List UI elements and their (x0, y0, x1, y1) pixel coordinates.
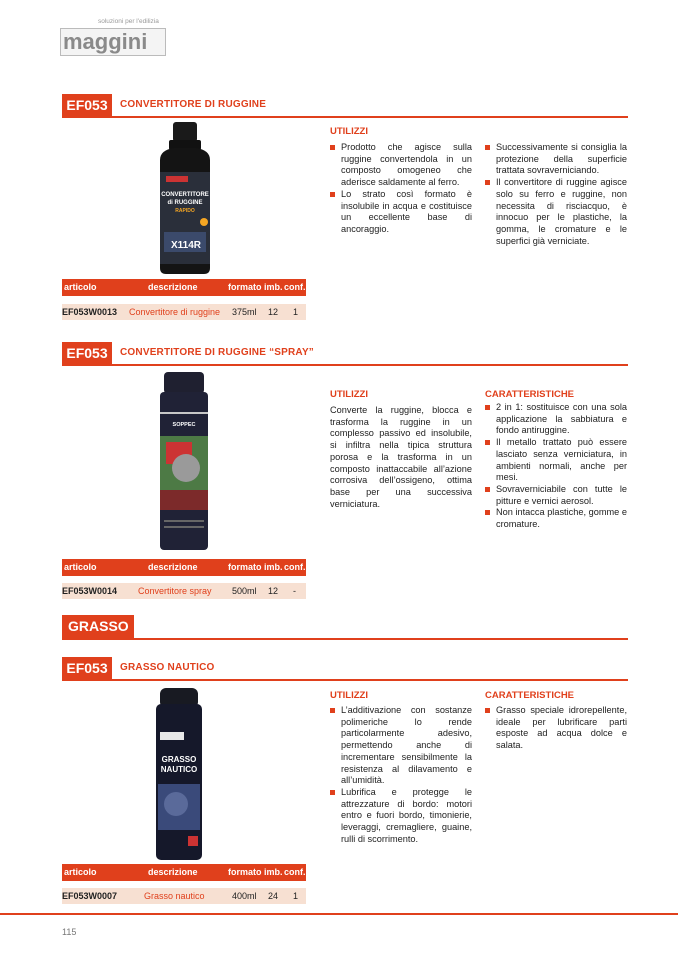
maggini-logo (60, 20, 168, 58)
svg-text:X114R: X114R (170, 240, 202, 251)
cell-conf: - (293, 586, 296, 596)
col-header-articolo: articolo (64, 282, 97, 292)
svg-text:SOPPEC: SOPPEC (172, 422, 196, 428)
col-header-articolo: articolo (64, 562, 97, 572)
col-header-imb: imb. (264, 867, 283, 877)
page-number: 115 (62, 927, 77, 937)
product-header-3 (62, 657, 628, 681)
svg-text:RAPIDO: RAPIDO (175, 208, 195, 214)
category-header (62, 615, 628, 640)
table-row (62, 304, 306, 320)
footer-rule (0, 913, 678, 915)
cell-formato: 400ml (232, 891, 257, 901)
col-header-descrizione: descrizione (148, 562, 198, 572)
bullet-item: Lubrifica e protegge le attrezzature di bordo: motori entro e fuori bordo, timonierie, leveraggi, cremagliere, guaine, rulli di scorrimento. (330, 787, 472, 846)
logo-tagline: soluzioni per l'edilizia (98, 18, 159, 25)
col-header-conf: conf. (284, 282, 306, 292)
svg-text:CONVERTITORE: CONVERTITORE (161, 192, 209, 198)
cell-formato: 500ml (232, 586, 257, 596)
product-code-badge: EF053 (62, 94, 112, 116)
col1-paragraph: Converte la ruggine, blocca e trasforma la ruggine in un complesso passivo ed insolubile, si infiltra nella tipica struttura porosa e la trasforma in un composto inattaccabile all’azione corrosiva dell’ossigeno, ottima base per una successiva verniciatura. (330, 405, 472, 509)
col2-bullets (485, 402, 627, 531)
cell-descrizione: Convertitore spray (138, 586, 212, 596)
cell-articolo: EF053W0013 (62, 307, 118, 317)
col-header-articolo: articolo (64, 867, 97, 877)
cell-descrizione: Convertitore di ruggine (129, 307, 221, 317)
product-code-badge: EF053 (62, 657, 112, 679)
cell-imb: 12 (268, 586, 279, 596)
cell-formato: 375ml (232, 307, 257, 317)
nautical-grease-can-image (150, 688, 208, 862)
col-header-imb: imb. (264, 282, 283, 292)
bullet-item: Il convertitore di ruggine agisce solo su ferro e ruggine, non necessita di risciacquo, è innocuo per le plastiche, la gomma, le cromature e le superfici già verniciate. (485, 177, 627, 247)
product-title: CONVERTITORE DI RUGGINE “SPRAY” (120, 347, 315, 358)
col1-title: UTILIZZI (330, 389, 368, 400)
category-badge: GRASSO (62, 615, 134, 638)
cell-conf: 1 (293, 307, 299, 317)
cell-imb: 24 (268, 891, 279, 901)
table-header-3 (62, 864, 306, 881)
col-header-conf: conf. (284, 562, 306, 572)
col1-title: UTILIZZI (330, 690, 368, 701)
bullet-item: Successivamente si consiglia la protezione della superficie trattata sovraverniciando. (485, 142, 627, 177)
cell-articolo: EF053W0014 (62, 586, 118, 596)
cell-descrizione: Grasso nautico (144, 891, 205, 901)
bullet-item: Grasso speciale idrorepellente, ideale per lubrificare parti esposte ad acqua dolce e salata. (485, 705, 627, 752)
cell-articolo: EF053W0007 (62, 891, 118, 901)
product-code-badge: EF053 (62, 342, 112, 364)
col-header-formato: formato (228, 282, 262, 292)
bullet-item: Non intacca plastiche, gomme e cromature. (485, 507, 627, 530)
bullet-item: Prodotto che agisce sulla ruggine convertendola in un composto omogeneo che aderisce saldamente al ferro. (330, 142, 472, 189)
bullet-item: L’additivazione con sostanze polimeriche lo rende particolarmente adesivo, permettendo anche di incrementare sensibilmente la resistenza al dilavamento e all’umidità. (330, 705, 472, 787)
col-header-descrizione: descrizione (148, 867, 198, 877)
product-title: CONVERTITORE DI RUGGINE (120, 99, 267, 110)
spray-can-image (156, 372, 212, 552)
col-header-imb: imb. (264, 562, 283, 572)
product-title: GRASSO NAUTICO (120, 662, 215, 673)
cell-imb: 12 (268, 307, 279, 317)
col-header-conf: conf. (284, 867, 306, 877)
svg-text:GRASSO: GRASSO (161, 755, 197, 764)
table-row (62, 583, 306, 599)
bullet-item: 2 in 1: sostituisce con una sola applicazione la sabbiatura e fondo antiruggine. (485, 402, 627, 437)
table-header-2 (62, 559, 306, 576)
bullet-item: Il metallo trattato può essere lasciato senza verniciatura, in ambienti normali, anche per mesi. (485, 437, 627, 484)
col-header-formato: formato (228, 867, 262, 877)
col1-title: UTILIZZI (330, 126, 368, 137)
col2-title: CARATTERISTICHE (485, 690, 575, 701)
col1-bullets (330, 142, 472, 236)
logo-wordmark: maggini (63, 29, 148, 54)
table-row (62, 888, 306, 904)
product-header-1 (62, 94, 628, 118)
col1-bullets (330, 705, 472, 845)
col-header-descrizione: descrizione (148, 282, 198, 292)
product-header-2 (62, 342, 628, 366)
col2-bullets (485, 705, 627, 752)
rust-converter-bottle-image (146, 120, 224, 276)
svg-text:di RUGGINE: di RUGGINE (167, 200, 203, 206)
col2-bullets (485, 142, 627, 247)
bullet-item: Sovraverniciabile con tutte le pitture e vernici aerosol. (485, 484, 627, 507)
col2-title: CARATTERISTICHE (485, 389, 575, 400)
svg-text:NAUTICO: NAUTICO (160, 765, 198, 774)
table-header-1 (62, 279, 306, 296)
bullet-item: Lo strato così formato è insolubile in acqua e costituisce un eccellente base di ancoraggio. (330, 189, 472, 236)
col-header-formato: formato (228, 562, 262, 572)
cell-conf: 1 (293, 891, 299, 901)
